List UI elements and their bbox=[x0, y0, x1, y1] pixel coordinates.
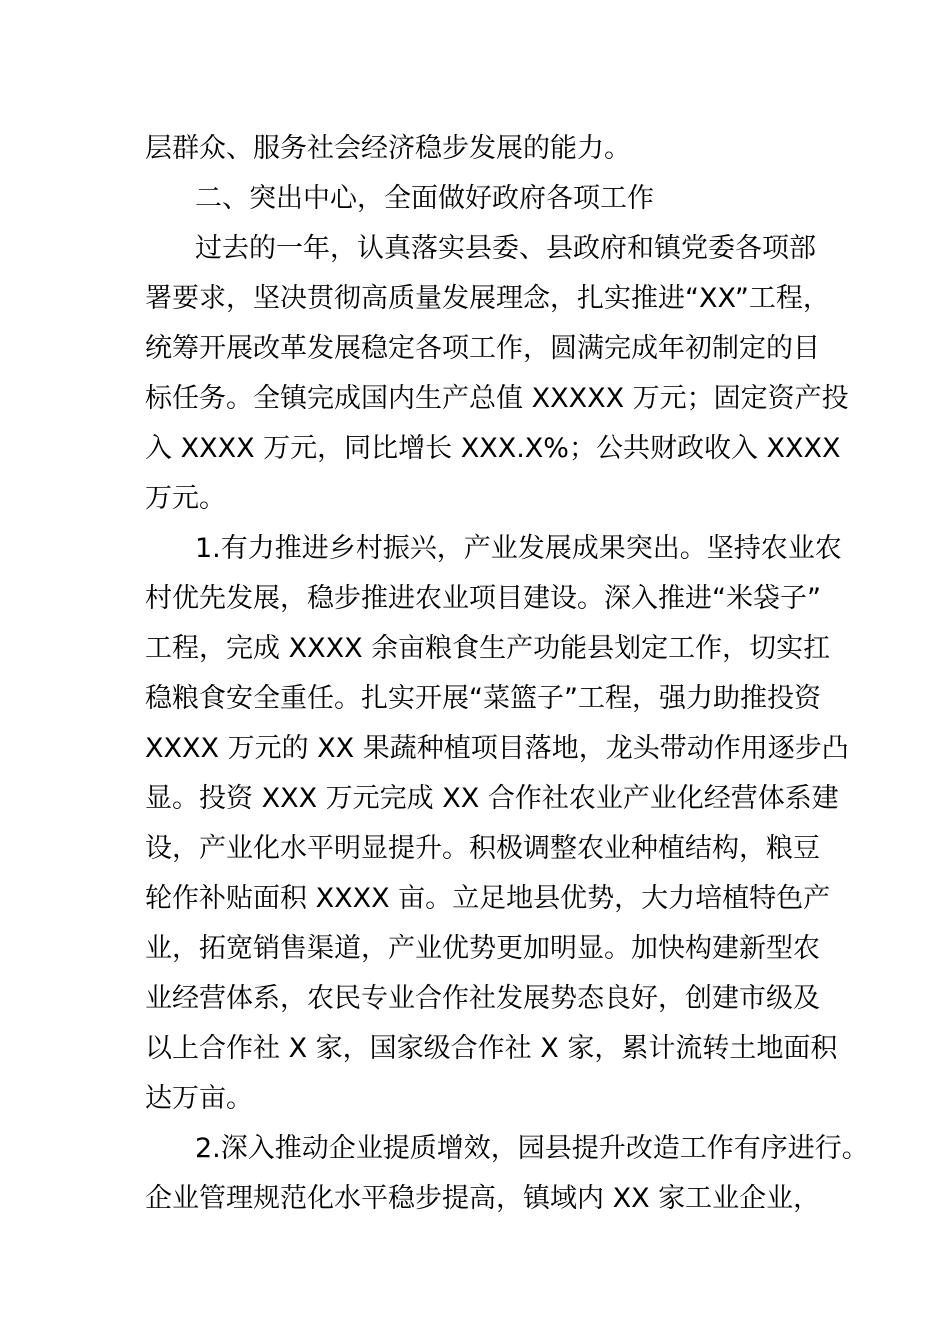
text-line: 1.有力推进乡村振兴，产业发展成果突出。坚持农业农 bbox=[195, 533, 842, 564]
text-line: 企业管理规范化水平稳步提高，镇域内 XX 家工业企业， bbox=[145, 1183, 821, 1214]
text-line: 工程，完成 XXXX 余亩粮食生产功能县划定工作，切实扛 bbox=[145, 633, 831, 664]
text-line: 业经营体系，农民专业合作社发展势态良好，创建市级及 bbox=[145, 983, 820, 1014]
text-line: XXXX 万元的 XX 果蔬种植项目落地，龙头带动作用逐步凸 bbox=[145, 733, 849, 764]
text-line: 以上合作社 X 家，国家级合作社 X 家，累计流转土地面积 bbox=[145, 1033, 838, 1064]
text-line: 显。投资 XXX 万元完成 XX 合作社农业产业化经营体系建 bbox=[145, 783, 839, 814]
text-line: 稳粮食安全重任。扎实开展“菜篮子”工程，强力助推投资 bbox=[145, 683, 821, 714]
text-line: 标任务。全镇完成国内生产总值 XXXXX 万元；固定资产投 bbox=[145, 383, 849, 414]
text-line: 万元。 bbox=[145, 483, 226, 514]
text-line: 入 XXXX 万元，同比增长 XXX.X%；公共财政收入 XXXX bbox=[145, 433, 841, 464]
text-line: 署要求，坚决贯彻高质量发展理念，扎实推进“XX”工程， bbox=[145, 283, 830, 314]
text-line: 过去的一年，认真落实县委、县政府和镇党委各项部 bbox=[195, 233, 816, 264]
text-line: 2.深入推动企业提质增效，园县提升改造工作有序进行。 bbox=[195, 1133, 869, 1164]
text-line: 层群众、服务社会经济稳步发展的能力。 bbox=[145, 133, 631, 164]
text-line: 村优先发展，稳步推进农业项目建设。深入推进“米袋子” bbox=[145, 583, 821, 614]
text-line: 达万亩。 bbox=[145, 1083, 253, 1114]
text-line: 设，产业化水平明显提升。积极调整农业种植结构，粮豆 bbox=[145, 833, 820, 864]
text-line: 业，拓宽销售渠道，产业优势更加明显。加快构建新型农 bbox=[145, 933, 820, 964]
text-line: 统筹开展改革发展稳定各项工作，圆满完成年初制定的目 bbox=[145, 333, 820, 364]
text-line: 轮作补贴面积 XXXX 亩。立足地县优势，大力培植特色产 bbox=[145, 883, 831, 914]
section-heading: 二、突出中心，全面做好政府各项工作 bbox=[195, 183, 654, 214]
